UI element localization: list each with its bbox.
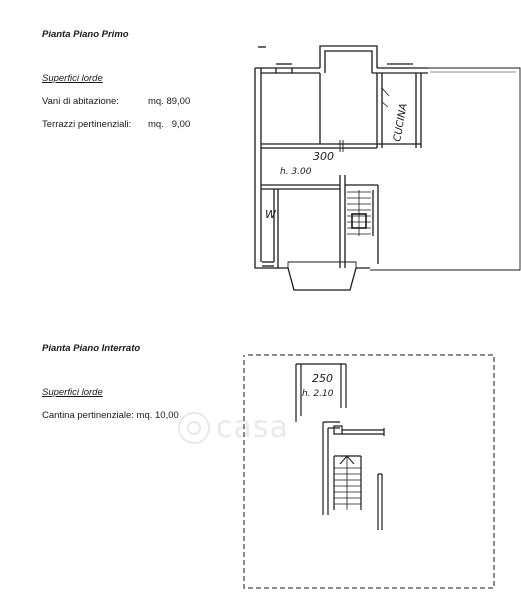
plan-label-dim-250: 250	[312, 372, 333, 385]
primo-row2-label: Terrazzi pertinenziali:	[42, 119, 132, 130]
floor-plan-interrato	[236, 350, 498, 592]
plan-label-dim-300: 300	[313, 150, 334, 163]
plan-label-height-interrato: h. 2.10	[302, 389, 334, 399]
primo-row2-value: mq. 9,00	[148, 119, 191, 130]
primo-row1-label: Vani di abitazione:	[42, 96, 119, 107]
primo-row1-value: mq. 89,00	[148, 96, 191, 107]
plan-label-wc: W	[265, 208, 276, 221]
floor-plan-primo	[240, 40, 521, 295]
primo-subtitle: Superfici lorde	[42, 73, 103, 84]
watermark-text: casa	[216, 410, 289, 445]
interrato-subtitle: Superfici lorde	[42, 387, 103, 398]
plan-label-height: h. 3.00	[280, 167, 312, 177]
primo-title: Pianta Piano Primo	[42, 29, 129, 40]
watermark-logo-icon	[178, 412, 210, 444]
plan-label-cucina: CUCINA	[392, 102, 410, 143]
interrato-row1: Cantina pertinenziale: mq. 10,00	[42, 410, 179, 421]
interrato-title: Pianta Piano Interrato	[42, 343, 141, 354]
